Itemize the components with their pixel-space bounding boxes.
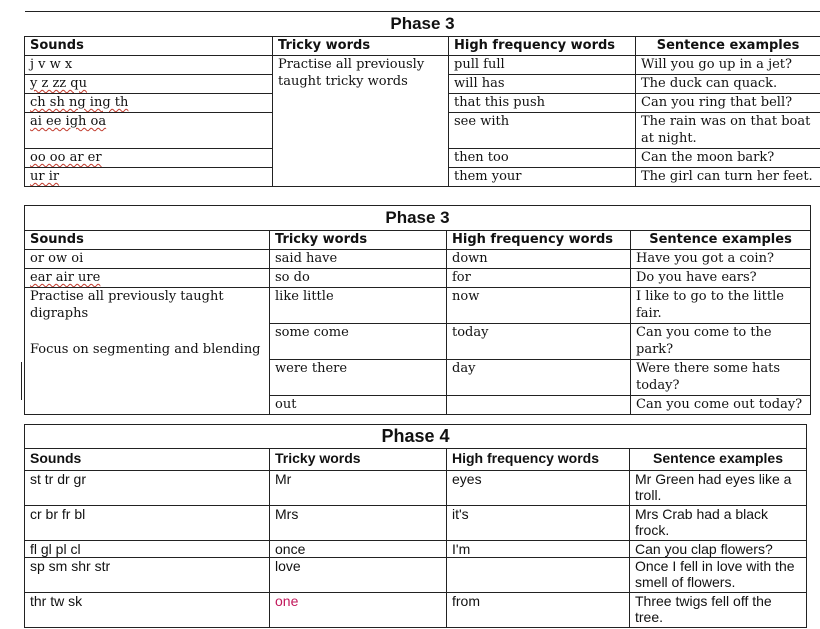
tricky-words-cell: said have xyxy=(270,250,447,269)
tricky-words-cell: love xyxy=(270,558,447,593)
sentence-cell: Were there some hats today? xyxy=(631,360,811,396)
header-sounds: Sounds xyxy=(25,231,270,250)
hf-words-cell: pull full xyxy=(449,56,636,75)
tricky-words-cell: were there xyxy=(270,360,447,396)
hf-words-cell: then too xyxy=(449,149,636,168)
sounds-cell: ear air ure xyxy=(25,269,270,288)
header-high-frequency-words: High frequency words xyxy=(449,37,636,56)
hf-words-cell: I'm xyxy=(447,541,630,558)
hf-words-cell: now xyxy=(447,288,631,324)
hf-words-cell: that this push xyxy=(449,94,636,113)
margin-mark xyxy=(21,362,22,400)
sentence-cell: Can you come out today? xyxy=(631,396,811,415)
phase3-title-1: Phase 3 xyxy=(25,12,820,37)
header-sounds: Sounds xyxy=(25,449,270,471)
table-row xyxy=(25,593,807,628)
header-sentence-examples: Sentence examples xyxy=(630,449,807,471)
sounds-cell: ai ee igh oa xyxy=(25,113,273,149)
sounds-cell: thr tw sk xyxy=(25,593,270,628)
phase3-title-2: Phase 3 xyxy=(25,206,811,231)
header-tricky-words: Tricky words xyxy=(270,449,447,471)
table-row xyxy=(25,288,811,324)
tricky-words-cell: some come xyxy=(270,324,447,360)
phase3-table-2 xyxy=(24,205,811,415)
table-row xyxy=(25,541,807,558)
hf-words-cell: day xyxy=(447,360,631,396)
sentence-cell: Will you go up in a jet? xyxy=(636,56,820,75)
sounds-cell: ur ir xyxy=(25,168,273,187)
sentence-cell: The girl can turn her feet. xyxy=(636,168,820,187)
sentence-cell: Three twigs fell off the tree. xyxy=(630,593,807,628)
hf-words-cell: down xyxy=(447,250,631,269)
hf-words-cell: will has xyxy=(449,75,636,94)
tricky-words-cell: like little xyxy=(270,288,447,324)
tricky-words-cell: Practise all previously taught tricky words xyxy=(273,56,449,187)
sounds-note-2: Focus on segmenting and blending xyxy=(30,342,261,357)
sounds-note-cell xyxy=(25,288,270,415)
sounds-cell: fl gl pl cl xyxy=(25,541,270,558)
table-row xyxy=(25,269,811,288)
sentence-cell: Can you ring that bell? xyxy=(636,94,820,113)
sounds-cell: j v w x xyxy=(25,56,273,75)
sounds-cell: ch sh ng ing th xyxy=(25,94,273,113)
sounds-cell: oo oo ar er xyxy=(25,149,273,168)
sentence-cell: Do you have ears? xyxy=(631,269,811,288)
sounds-cell: cr br fr bl xyxy=(25,506,270,541)
table-row xyxy=(25,250,811,269)
tricky-words-cell: Mr xyxy=(270,471,447,506)
sounds-cell: or ow oi xyxy=(25,250,270,269)
tricky-words-cell: so do xyxy=(270,269,447,288)
hf-words-cell: them your xyxy=(449,168,636,187)
header-high-frequency-words: High frequency words xyxy=(447,231,631,250)
sentence-cell: Have you got a coin? xyxy=(631,250,811,269)
table-row xyxy=(25,558,807,593)
sentence-cell: Mrs Crab had a black frock. xyxy=(630,506,807,541)
hf-words-cell: today xyxy=(447,324,631,360)
tricky-words-cell-highlighted: one xyxy=(270,593,447,628)
table-row xyxy=(25,471,807,506)
sentence-cell: Can the moon bark? xyxy=(636,149,820,168)
table-row xyxy=(25,56,820,75)
hf-words-cell: for xyxy=(447,269,631,288)
header-high-frequency-words: High frequency words xyxy=(447,449,630,471)
header-sounds: Sounds xyxy=(25,37,273,56)
sentence-cell: I like to go to the little fair. xyxy=(631,288,811,324)
sentence-cell: The duck can quack. xyxy=(636,75,820,94)
hf-words-cell: see with xyxy=(449,113,636,149)
sentence-cell: Can you come to the park? xyxy=(631,324,811,360)
header-sentence-examples: Sentence examples xyxy=(636,37,820,56)
sentence-cell: Once I fell in love with the smell of flowers. xyxy=(630,558,807,593)
hf-words-cell: it's xyxy=(447,506,630,541)
sentence-cell: Can you clap flowers? xyxy=(630,541,807,558)
tricky-words-cell: Mrs xyxy=(270,506,447,541)
sentence-cell: Mr Green had eyes like a troll. xyxy=(630,471,807,506)
hf-words-cell: from xyxy=(447,593,630,628)
table-row xyxy=(25,506,807,541)
header-sentence-examples: Sentence examples xyxy=(631,231,811,250)
sentence-cell: The rain was on that boat at night. xyxy=(636,113,820,149)
tricky-words-cell: once xyxy=(270,541,447,558)
sounds-cell: y z zz qu xyxy=(25,75,273,94)
header-tricky-words: Tricky words xyxy=(270,231,447,250)
tricky-words-cell: out xyxy=(270,396,447,415)
sounds-note-1: Practise all previously taught digraphs xyxy=(30,289,224,321)
header-tricky-words: Tricky words xyxy=(273,37,449,56)
sounds-cell: st tr dr gr xyxy=(25,471,270,506)
phase4-table xyxy=(24,424,807,628)
sounds-cell: sp sm shr str xyxy=(25,558,270,593)
hf-words-cell xyxy=(447,558,630,593)
phase4-title: Phase 4 xyxy=(25,425,807,449)
phase3-table-1 xyxy=(24,11,820,187)
hf-words-cell: eyes xyxy=(447,471,630,506)
hf-words-cell xyxy=(447,396,631,415)
